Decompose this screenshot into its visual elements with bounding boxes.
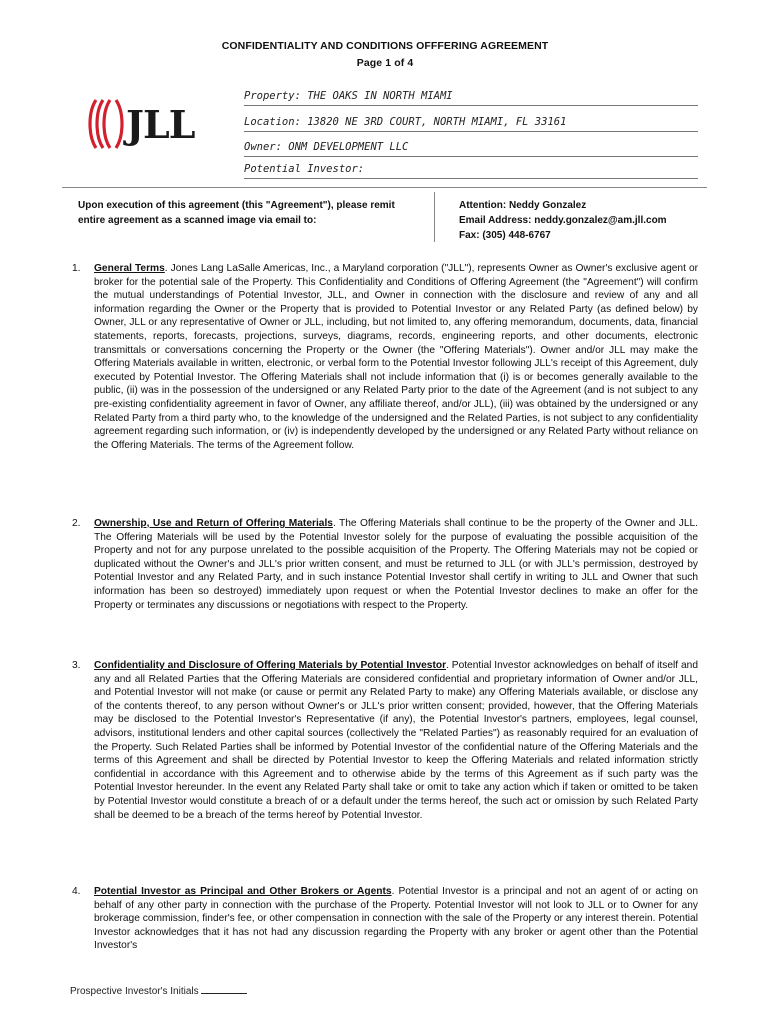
initials-footer bbox=[70, 984, 247, 997]
column-divider bbox=[434, 192, 435, 242]
location-label: Location: bbox=[244, 116, 301, 128]
initials-label: Prospective Investor's Initials bbox=[70, 986, 199, 997]
section-heading: Confidentiality and Disclosure of Offering Materials by Potential Investor bbox=[94, 660, 447, 671]
section-body: . Potential Investor acknowledges on behalf of itself and any and all Related Parties that the Offering Materials are considered confidential and proprietary information of Owner and/or JLL, and Potential Investor will not make (or cause or permit any Related Party to make) any Offering Materials available, or disclose any of the contents thereof, to any person without Owner's or JLL's prior written consent; provided, however, that the Offering Materials may be disclosed to the Potential Investor's Representative (if any), the Potential Investor's partners, employees, legal counsel, advisors, institutional lenders and other capital sources (collectively the "Related Parties") as reasonably required for an evaluation of the Property. Such Related Parties shall be informed by Potential Investor of the confidential nature of the Offering Materials and the terms of this Agreement and shall be directed by Potential Investor to keep the Offering Materials and related information strictly confidential in accordance with this Agreement and to otherwise abide by the terms of this Agreement as if such party was the Potential Investor hereunder. In the event any Related Party shall take or omit to take any action which if taken or omitted to be taken by Potential Investor would constitute a breach of or a default under the terms hereof, the such act or omission by such Related Party shall be deemed to be a breach of the terms hereof by Potential Investor. bbox=[94, 660, 699, 821]
owner-label: Owner: bbox=[244, 141, 282, 153]
property-label: Property: bbox=[244, 90, 301, 102]
contact-block bbox=[459, 198, 719, 243]
initials-field[interactable] bbox=[201, 984, 247, 994]
section-ownership-use-return bbox=[94, 517, 698, 612]
jll-logo-mark-icon bbox=[86, 96, 126, 152]
jll-logo-text: JLL bbox=[126, 102, 195, 147]
section-principal-brokers bbox=[94, 885, 698, 953]
section-general-terms bbox=[94, 262, 698, 452]
contact-email[interactable]: Email Address: neddy.gonzalez@am.jll.com bbox=[459, 215, 667, 226]
property-value: THE OAKS IN NORTH MIAMI bbox=[307, 90, 453, 102]
jll-logo bbox=[86, 96, 216, 152]
section-heading: Potential Investor as Principal and Other Brokers or Agents bbox=[94, 886, 392, 897]
section-body: . Jones Lang LaSalle Americas, Inc., a Maryland corporation ("JLL"), represents Owner as Owner's exclusive agent or broker for the potential sale of the Property. This Confidentiality and Conditions of Offering Agreement (the "Agreement") will confirm the mutual understandings of Potential Investor, JLL, and Owner in connection with the disclosure and review of any and all information regarding the Owner or the Property that is provided to Potential Investor or any Related Party (as defined below) by Owner, JLL or any representative of Owner or JLL, including, but not limited to, any offering memorandum, documents, data, financial statements, reports, forecasts, projections, surveys, diagrams, records, engineering reports, and other documents, electronic transmittals or conversations concerning the Property or the Owner (the "Offering Materials"). Owner and/or JLL may make the Offering Materials available in written, electronic, or verbal form to the Potential Investor following JLL's receipt of this Agreement, duly executed by Potential Investor. The Offering Materials shall not include information that (i) is or becomes generally available to the public, (ii) was in the possession of the undersigned or any Related Party prior to the date of the Agreement (and is not subject to any pre-existing confidentiality agreement in favor of Owner, any affiliate thereof, and/or JLL), (iii) was obtained by the undersigned or any Related Party from a third party who, to the knowledge of the undersigned and the Related Parties, is not subject to any confidentiality agreement regarding such information, or (iv) is independently developed by the undersigned or any Related Party without reliance on the Offering Materials. The terms of the Agreement follow. bbox=[94, 263, 699, 451]
section-heading: General Terms bbox=[94, 263, 165, 274]
section-number: 4. bbox=[72, 886, 81, 897]
page-indicator: Page 1 of 4 bbox=[356, 57, 414, 69]
location-value: 13820 NE 3RD COURT, NORTH MIAMI, FL 33161 bbox=[307, 116, 567, 128]
owner-line bbox=[244, 141, 698, 157]
remit-instructions: Upon execution of this agreement (this "Agreement"), please remit entire agreement as a scanned image via email to: bbox=[78, 200, 395, 226]
section-body: . The Offering Materials shall continue to be the property of the Owner and JLL. The Offering Materials will be used by the Potential Investor solely for the purpose of evaluating the possible acquisition of the Property and not for any purpose unrelated to the possible acquisition of the Property. The Offering Materials may not be copied or duplicated without the Owner's and JLL's prior written consent, and must be returned to JLL (or with JLL's permission, destroyed by Potential Investor and any Related Party, and in such instance Potential Investor shall certify in writing to JLL and Owner that such information has been so destroyed) immediately upon request or when the Potential Investor declines to make an offer for the Property or terminates any discussions or negotiations with respect to the Property. bbox=[94, 518, 698, 611]
section-number: 3. bbox=[72, 660, 81, 671]
contact-attention: Attention: Neddy Gonzalez bbox=[459, 200, 587, 211]
location-line bbox=[244, 116, 698, 132]
header-divider bbox=[62, 187, 707, 188]
section-body: . Potential Investor is a principal and not an agent of or acting on behalf of any other party in connection with the purchase of the Property. Potential Investor will not look to JLL or to Owner for any brokerage commission, finder's fee, or other compensation in connection with the sale of the Property or any interest therein. Potential Investor acknowledges that it has not had any discussion regarding the Property with any broker or agent other than the Potential Investor's bbox=[94, 886, 698, 952]
investor-line[interactable] bbox=[244, 163, 698, 179]
section-confidentiality bbox=[94, 659, 698, 822]
section-number: 1. bbox=[72, 263, 81, 274]
document-title: CONFIDENTIALITY AND CONDITIONS OFFFERING AGREEMENT bbox=[221, 40, 549, 52]
investor-label: Potential Investor: bbox=[244, 163, 365, 175]
owner-value: ONM DEVELOPMENT LLC bbox=[288, 141, 409, 153]
section-number: 2. bbox=[72, 518, 81, 529]
contact-fax: Fax: (305) 448-6767 bbox=[459, 230, 551, 241]
section-heading: Ownership, Use and Return of Offering Materials bbox=[94, 518, 333, 529]
property-line bbox=[244, 90, 698, 106]
